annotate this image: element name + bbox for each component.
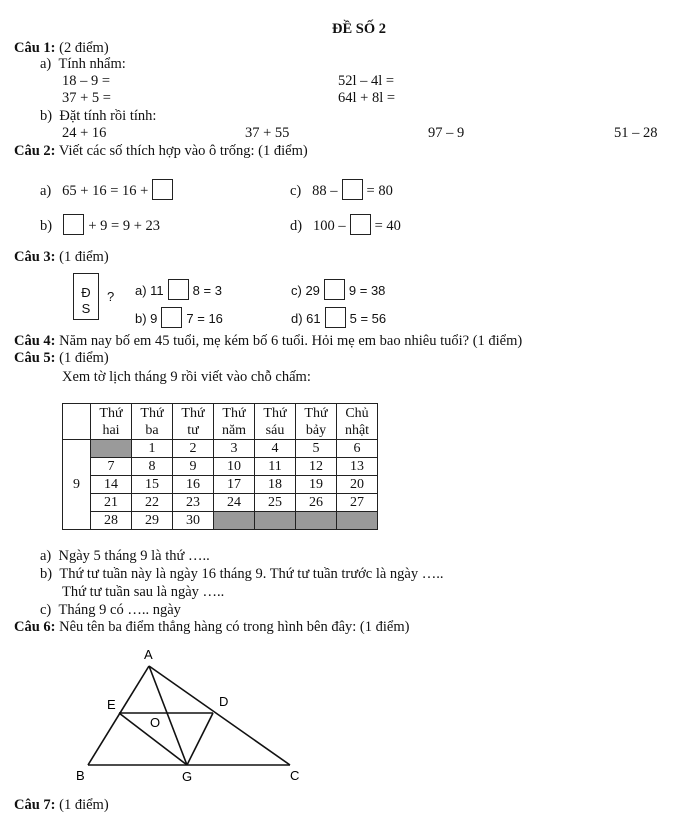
weekday-text: Thứ: [181, 405, 205, 421]
q1-a-item: 18 – 9 =: [62, 73, 111, 89]
q2-c-result: = 80: [366, 183, 393, 199]
q2-text: Viết các số thích hợp vào ô trống: (1 điểm): [58, 143, 308, 159]
q5-b-text2: Thứ tư tuần sau là ngày …..: [62, 584, 225, 600]
weekday-text: sáu: [265, 422, 285, 438]
point-label-E: E: [107, 697, 116, 712]
weekday-text: Thứ: [263, 405, 287, 421]
calendar-day: 18: [255, 476, 296, 494]
calendar-day: 14: [91, 476, 132, 494]
q3-label: Câu 3:: [14, 249, 56, 265]
calendar-month-cell: 9: [63, 440, 91, 530]
calendar-day: 13: [337, 458, 378, 476]
point-label-G: G: [182, 769, 193, 784]
q1-b-title: Đặt tính rồi tính:: [59, 108, 157, 124]
q4-label: Câu 4:: [14, 333, 56, 349]
point-label-B: B: [76, 768, 85, 783]
q5-a-text: Ngày 5 tháng 9 là thứ …..: [58, 548, 210, 564]
weekday-text: nhật: [344, 422, 370, 438]
q7-label: Câu 7:: [14, 797, 56, 813]
q2-b-label: b): [40, 218, 53, 234]
q3-b-label: b) 9: [135, 311, 158, 326]
q3-d-label: d) 61: [291, 311, 321, 326]
calendar-day: 5: [296, 440, 337, 458]
segment-DG: [187, 713, 213, 765]
weekday-text: Thứ: [222, 405, 246, 421]
calendar-day: 23: [173, 494, 214, 512]
calendar-day: 2: [173, 440, 214, 458]
q3-c-result: 9 = 38: [348, 283, 386, 298]
calendar-day: 12: [296, 458, 337, 476]
q1-b-item: 24 + 16: [62, 125, 107, 141]
q1-a-title: Tính nhẩm:: [58, 56, 126, 72]
weekday-text: Thứ: [99, 405, 123, 421]
q5-c-label: c): [40, 602, 52, 618]
calendar-day: 8: [132, 458, 173, 476]
calendar-day: 17: [214, 476, 255, 494]
calendar-day: 30: [173, 512, 214, 530]
q1-a-item: 64l + 8l =: [338, 90, 396, 106]
q5-b-text: Thứ tư tuần này là ngày 16 tháng 9. Thứ tư tuần trước là ngày …..: [59, 566, 444, 582]
q3-points: (1 điểm): [59, 249, 109, 265]
page-title: ĐỀ SỐ 2: [332, 21, 386, 37]
q5-points: (1 điểm): [59, 350, 109, 366]
weekday-text: tư: [187, 422, 199, 438]
q2-a-label: a): [40, 183, 52, 199]
weekday-text: Chủ: [345, 405, 369, 421]
weekday-text: Thứ: [304, 405, 328, 421]
true-letter: Đ: [81, 285, 91, 300]
calendar-day: 21: [91, 494, 132, 512]
weekday-text: bảy: [305, 422, 327, 438]
calendar-day: 4: [255, 440, 296, 458]
q1-a-item: 37 + 5 =: [62, 90, 111, 106]
q1-a-item: 52l – 4l =: [338, 73, 395, 89]
q7: [14, 798, 109, 813]
calendar-day: 19: [296, 476, 337, 494]
calendar-day: 1: [132, 440, 173, 458]
point-label-D: D: [219, 694, 229, 709]
q4-text: Năm nay bố em 45 tuổi, mẹ kém bố 6 tuổi. Hỏi mẹ em bao nhiêu tuổi? (1 điểm): [59, 333, 523, 349]
calendar-day: 20: [337, 476, 378, 494]
q5-b-label: b): [40, 566, 53, 582]
q5-label: Câu 5:: [14, 350, 56, 366]
q3-b-result: 7 = 16: [186, 311, 223, 326]
point-label-O: O: [150, 715, 161, 730]
q2-a-expression: 65 + 16 = 16 +: [62, 183, 149, 199]
q3-d-result: 5 = 56: [349, 311, 387, 326]
q3-a-label: a) 11: [135, 283, 164, 298]
q1-points: (2 điểm): [59, 40, 109, 56]
q2-d-expression: 100 –: [312, 218, 346, 234]
q2-b-expression: + 9 = 9 + 23: [88, 218, 161, 234]
calendar-day: 22: [132, 494, 173, 512]
q7-points: (1 điểm): [59, 797, 109, 813]
calendar-day: 24: [214, 494, 255, 512]
calendar-day: 29: [132, 512, 173, 530]
weekday-text: năm: [221, 422, 247, 438]
calendar-day: 15: [132, 476, 173, 494]
q1-b-label: b): [40, 108, 53, 124]
q3-a-result: 8 = 3: [192, 283, 222, 298]
weekday-text: ba: [145, 422, 159, 438]
calendar-day: 28: [91, 512, 132, 530]
q6-label: Câu 6:: [14, 619, 56, 635]
calendar-day: 9: [173, 458, 214, 476]
calendar-day: 6: [337, 440, 378, 458]
q2-d-label: d): [290, 218, 303, 234]
point-label-A: A: [144, 647, 153, 662]
weekday-text: Thứ: [140, 405, 164, 421]
q2-c-label: c): [290, 183, 302, 199]
q1-a-label: a): [40, 56, 52, 72]
calendar-day: 3: [214, 440, 255, 458]
q1-b-item: 51 – 28: [614, 125, 658, 141]
q2-d-result: = 40: [374, 218, 401, 234]
calendar-day: 11: [255, 458, 296, 476]
question-mark: ?: [107, 289, 115, 304]
q3-c-label: c) 29: [291, 283, 320, 298]
calendar-day: 10: [214, 458, 255, 476]
segment-AC: [149, 666, 290, 765]
q1-b-item: 37 + 55: [245, 125, 290, 141]
q5-instruction: Xem tờ lịch tháng 9 rồi viết vào chỗ chấm:: [62, 369, 311, 385]
q6-text: Nêu tên ba điểm thẳng hàng có trong hình bên đây: (1 điểm): [59, 619, 410, 635]
q1-b-item: 97 – 9: [428, 125, 465, 141]
q2-c-expression: 88 –: [312, 183, 338, 199]
q5-c-text: Tháng 9 có ….. ngày: [58, 602, 181, 618]
calendar-day: 7: [91, 458, 132, 476]
calendar-day: 25: [255, 494, 296, 512]
false-letter: S: [81, 301, 91, 316]
q1-label: Câu 1:: [14, 40, 56, 56]
q5-a-label: a): [40, 548, 52, 564]
weekday-text: hai: [102, 422, 120, 438]
q2-label: Câu 2:: [14, 143, 56, 159]
calendar-day: 16: [173, 476, 214, 494]
calendar-day: 27: [337, 494, 378, 512]
segment-AB: [88, 666, 149, 765]
point-label-C: C: [290, 768, 300, 783]
calendar-day: 26: [296, 494, 337, 512]
